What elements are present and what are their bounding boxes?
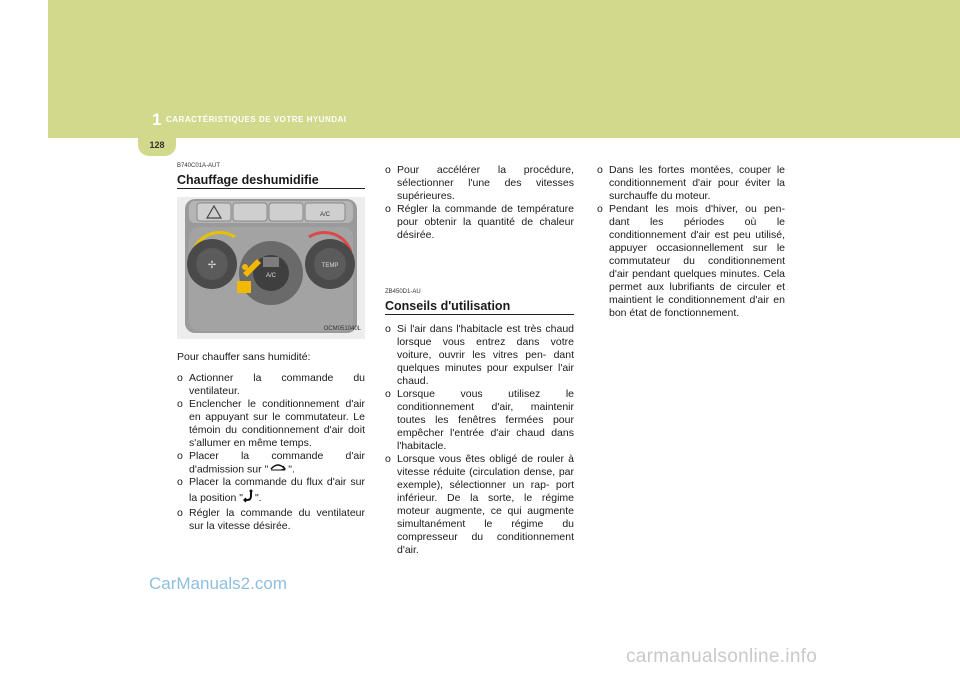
list-item: o Régler la commande de température pour obtenir la quantité de chaleur désirée.: [385, 203, 574, 241]
figure-code: OCM051040L: [323, 326, 361, 332]
bullet-marker: o: [597, 164, 603, 176]
bullet-marker: o: [177, 507, 183, 520]
bullet-marker: o: [177, 450, 183, 462]
list-item: o Pendant les mois d'hiver, ou pen- dant les périodes où le conditionnement d'air est peu utilisé, appuyer occasionnellement sur le commutateur du conditionnement d'air pendant quelques minutes. Cela permet aux lubrifiants de circuler et maintient le conditionnement d'air en bon état de fonctionnement.: [597, 203, 785, 319]
bullet-marker: o: [177, 372, 183, 384]
section-code: ZB450D1-AU: [385, 289, 421, 295]
section-code: B740C01A-AUT: [177, 163, 221, 169]
intro-text: Pour chauffer sans humidité:: [177, 351, 311, 363]
bullet-marker: o: [385, 203, 391, 215]
bullet-marker: o: [177, 476, 183, 489]
ac-button-label: A/C: [319, 212, 331, 218]
tips-list-continued: [597, 164, 785, 320]
instruction-list-continued: [385, 164, 574, 242]
list-item: o Lorsque vous utilisez le conditionnement d'air, maintenir toutes les fenêtres fermées pour empêcher l'entrée d'air chaud dans l'habitacle.: [385, 388, 574, 452]
temp-knob-label: TEMP: [321, 263, 339, 269]
tips-section: [385, 286, 574, 557]
list-item: o Placer la commande d'air d'admission sur " ".: [177, 450, 365, 476]
list-item: o Dans les fortes montées, couper le conditionnement d'air pour éviter la surchauffe du moteur.: [597, 164, 785, 202]
list-item: o Pour accélérer la procédure, sélectionner l'une des vitesses supérieures.: [385, 164, 574, 202]
instruction-list: [177, 372, 365, 533]
floor-airflow-icon: [243, 489, 255, 507]
column-3: [597, 164, 785, 320]
center-ac-label: A/C: [265, 273, 277, 279]
list-item: o Placer la commande du flux d'air sur la position " ".: [177, 476, 365, 507]
watermark-right: carmanualsonline.info: [626, 646, 818, 667]
list-item: o Régler la commande du ventilateur sur la vitesse désirée.: [177, 507, 365, 533]
watermark-left: CarManuals2.com: [149, 574, 287, 593]
bullet-marker: o: [597, 203, 603, 215]
recirculation-icon: [268, 463, 288, 476]
bullet-marker: o: [385, 164, 391, 176]
bullet-marker: o: [385, 388, 391, 400]
column-1: [177, 160, 365, 533]
page-number: 128: [149, 140, 165, 150]
climate-control-figure: [177, 197, 365, 339]
svg-text:✢: ✢: [207, 260, 217, 271]
list-item: o Actionner la commande du ventilateur.: [177, 372, 365, 397]
column-2: [385, 164, 574, 557]
section-heading: Conseils d'utilisation: [385, 300, 574, 315]
list-item: o Enclencher le conditionnement d'air en appuyant sur le commutateur. Le témoin du conditionnement d'air doit s'allumer en même temps.: [177, 398, 365, 449]
list-item: o Si l'air dans l'habitacle est très chaud lorsque vous entrez dans votre voiture, ouvrir les vitres pen- dant quelques minutes pour expulser l'air chaud.: [385, 323, 574, 387]
bullet-marker: o: [385, 453, 391, 465]
tips-list: [385, 323, 574, 557]
section-heading: Chauffage deshumidifie: [177, 174, 365, 189]
list-item: o Lorsque vous êtes obligé de rouler à vitesse réduite (circulation dense, par exemple), sélectionner un rap- port inférieur. De la sorte, le régime moteur augmente, ce qui augmente simultanément le régime du compresseur du conditionnement d'air.: [385, 453, 574, 556]
bullet-marker: o: [177, 398, 183, 410]
chapter-number: 1: [152, 110, 162, 129]
climate-panel-illustration: [177, 197, 365, 339]
bullet-marker: o: [385, 323, 391, 335]
chapter-title: CARACTÉRISTIQUES DE VOTRE HYUNDAI: [166, 115, 347, 124]
